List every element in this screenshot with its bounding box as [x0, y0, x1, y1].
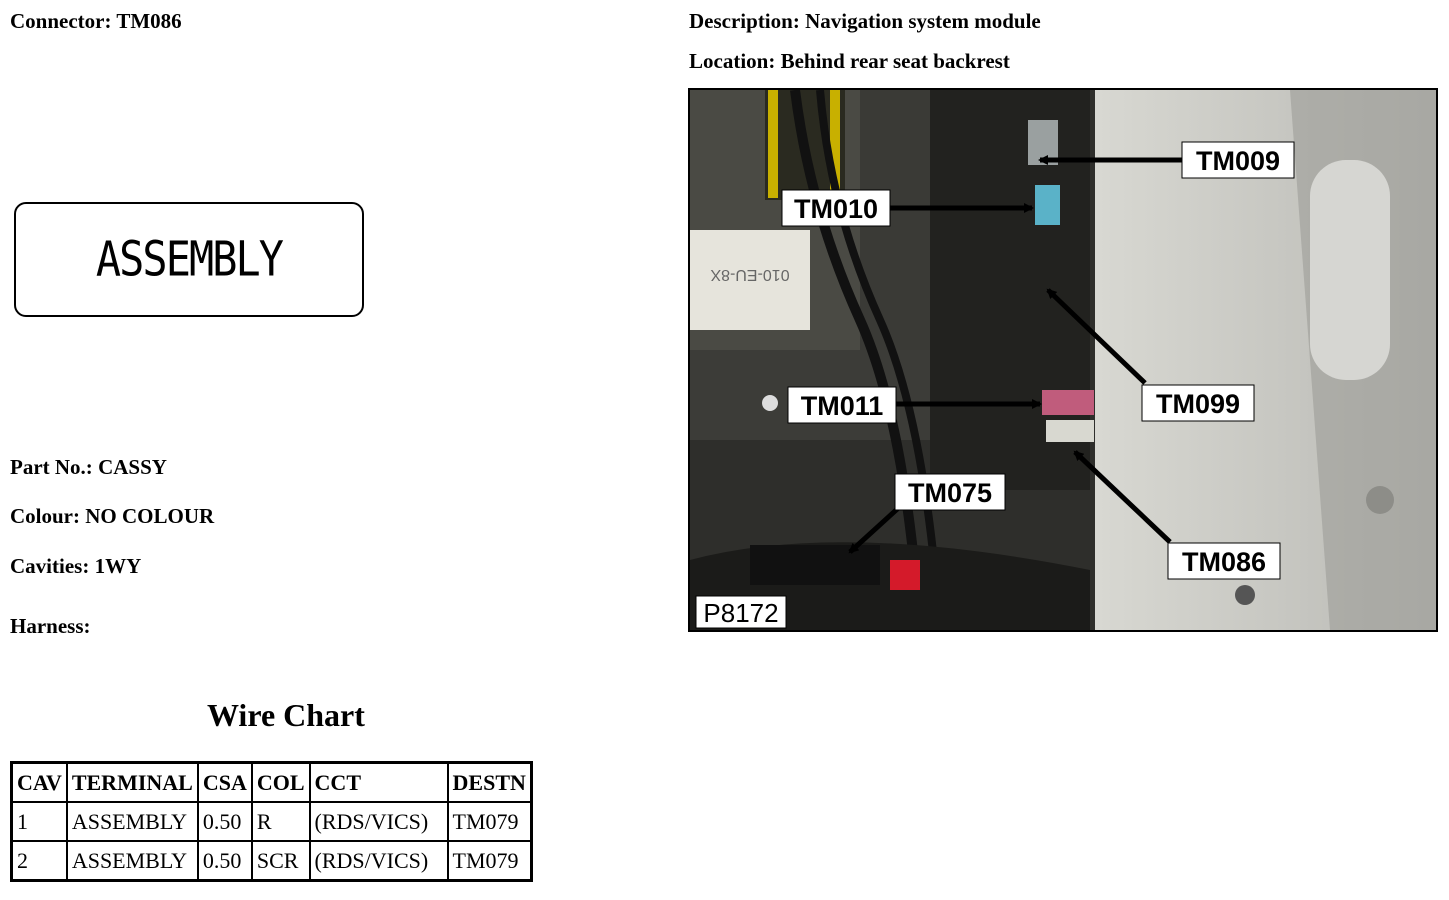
cell-cav: 1 [12, 802, 67, 841]
cavities-field [10, 554, 141, 579]
colour-field [10, 504, 214, 529]
callout-tm099 [1142, 385, 1254, 421]
part-no-field [10, 455, 167, 480]
callout-tm010-label: TM010 [793, 194, 879, 224]
harness-label: Harness: [10, 614, 91, 638]
callout-tm099-label: TM099 [1155, 389, 1241, 419]
photo-reference-label: P8172 [703, 598, 779, 628]
col-header-col: COL [252, 763, 310, 803]
callout-tm010 [782, 190, 890, 226]
col-header-terminal: TERMINAL [67, 763, 198, 803]
cell-cct: (RDS/VICS) [310, 802, 448, 841]
cell-col: R [252, 802, 310, 841]
connector-assembly-diagram [14, 202, 364, 317]
cavities-value: 1WY [94, 554, 142, 578]
colour-label: Colour: [10, 504, 80, 528]
cell-csa: 0.50 [198, 802, 252, 841]
col-header-csa: CSA [198, 763, 252, 803]
colour-value: NO COLOUR [85, 504, 215, 528]
photo-reference [696, 596, 786, 628]
callout-tm009 [1182, 142, 1294, 178]
assembly-diagram-label: ASSEMBLY [95, 231, 283, 288]
cell-terminal: ASSEMBLY [67, 802, 198, 841]
connector-field [10, 9, 182, 34]
cell-csa: 0.50 [198, 841, 252, 881]
callout-tm009-label: TM009 [1195, 146, 1281, 176]
callout-tm086 [1168, 543, 1280, 579]
table-row [12, 841, 532, 881]
cell-destn: TM079 [448, 802, 532, 841]
sticker-text: 010-EU-8X [710, 266, 790, 283]
callout-tm075-label: TM075 [907, 478, 993, 508]
location-photo-illustration [690, 90, 1436, 630]
location-value: Behind rear seat backrest [780, 49, 1010, 73]
description-field [689, 9, 1041, 34]
cell-col: SCR [252, 841, 310, 881]
col-header-cav: CAV [12, 763, 67, 803]
harness-field [10, 614, 91, 639]
connector-value: TM086 [116, 9, 182, 33]
location-label: Location: [689, 49, 776, 73]
part-no-value: CASSY [98, 455, 167, 479]
wire-chart-table [10, 761, 533, 882]
connector-label: Connector: [10, 9, 112, 33]
callout-tm075 [895, 474, 1005, 510]
cell-destn: TM079 [448, 841, 532, 881]
cell-cav: 2 [12, 841, 67, 881]
location-photo [688, 88, 1438, 632]
part-no-label: Part No.: [10, 455, 93, 479]
col-header-destn: DESTN [448, 763, 532, 803]
cell-terminal: ASSEMBLY [67, 841, 198, 881]
callout-tm011 [788, 387, 896, 423]
col-header-cct: CCT [310, 763, 448, 803]
location-field [689, 49, 1010, 74]
table-row [12, 802, 532, 841]
wire-chart-title: Wire Chart [207, 697, 365, 733]
callout-tm011-label: TM011 [800, 391, 884, 421]
cell-cct: (RDS/VICS) [310, 841, 448, 881]
table-header-row [12, 763, 532, 803]
description-value: Navigation system module [805, 9, 1041, 33]
description-label: Description: [689, 9, 800, 33]
cavities-label: Cavities: [10, 554, 90, 578]
callout-tm086-label: TM086 [1181, 547, 1267, 577]
